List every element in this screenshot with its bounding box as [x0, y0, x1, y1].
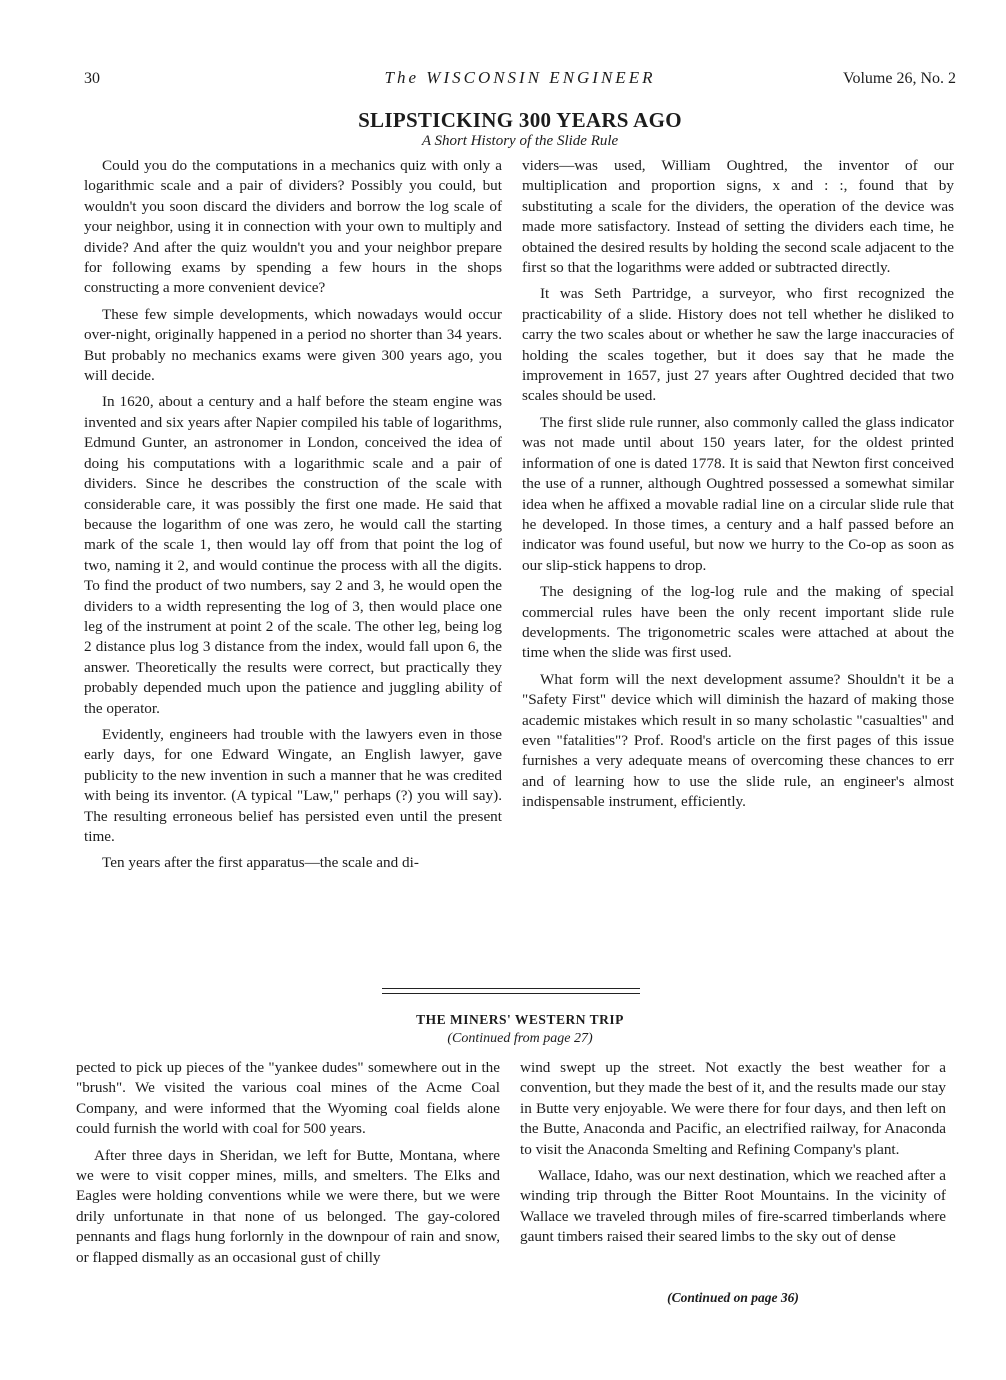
paragraph: The designing of the log-log rule and the making of special commercial rules have been the only recent important slide rule developments. The trigonometric scales were attached at about the time when the slide was first used.	[522, 583, 954, 662]
section-divider	[382, 988, 640, 989]
second-article-title: THE MINERS' WESTERN TRIP	[416, 1012, 624, 1027]
article-left-column	[84, 156, 502, 880]
article-title: SLIPSTICKING 300 YEARS AGO	[358, 108, 682, 132]
section-divider	[382, 993, 640, 994]
continued-from-note: (Continued from page 27)	[447, 1031, 593, 1046]
article-subtitle: A Short History of the Slide Rule	[421, 133, 619, 149]
paragraph-continuation: viders—was used, William Oughtred, the inventor of our multiplication and proportion signs, x and : :, found that by substituting a scale for the dividers, the operation of the device was made more satisfactory. Instead of setting the dividers each time, he obtained the desired results by holding the second scale adjacent to the first so that the logarithms were added or subtracted directly.	[522, 157, 954, 277]
paragraph: After three days in Sheridan, we left for Butte, Montana, where we were to visit copper mines, mills, and smelters. The Elks and Eagles were holding conventions while we were there, but we were drily unfortunate in that none of us belonged. The gay-colored pennants and flags hung forlornly in the downpour of rain and snow, or flapped dismally as an occasional gust of chilly	[76, 1146, 500, 1266]
second-article-right-column	[520, 1058, 946, 1254]
volume-label: Volume 26, No. 2	[842, 70, 956, 87]
paragraph: In 1620, about a century and a half before the steam engine was invented and six years after Napier compiled his table of logarithms, Edmund Gunter, an astronomer in London, conceived the idea of doing his computations with a logarithmic scale and a pair of dividers. Since he describes the construction of the scale with considerable care, it was possibly the first one made. He said that because the logarithm of one was zero, he would call the starting mark of the scale 1, then would lay off from that point the log of two, naming it 2, and would continue the process with all the digits. To find the product of two numbers, say 2 and 3, he would open the dividers to a width representing the log of 3, then would place one leg of the instrument at point 2 of the scale. The other leg, being log 2 distance plus log 3 distance from the index, would fall upon 6, the answer. Theoretically the results were correct, but practically they probably depended much upon the patience and juggling ability of the operator.	[84, 393, 502, 717]
second-article-left-column	[76, 1058, 500, 1274]
page-number: 30	[84, 70, 100, 87]
paragraph: The first slide rule runner, also commonly called the glass indicator was not made until about 150 years later, for the oldest printed information of one is dated 1778. It is said that Newton first conceived the use of a runner, although Oughtred possessed a somewhat similar idea when he affixed a movable radial line on a circular slide rule that he developed. In those times, a century and a half passed before an indicator was found useful, but now we hurry to the Co-op as soon as our slip-stick happens to drop.	[522, 413, 954, 574]
paragraph: Ten years after the first apparatus—the scale and di-	[102, 854, 419, 872]
paragraph-continuation: wind swept up the street. Not exactly the best weather for a convention, but they made the best of it, and the results made our stay in Butte very enjoyable. We were there for four days, and then left on the Butte, Anaconda and Pacific, an electrified railway, for Anaconda to visit the Anaconda Smelting and Refining Company's plant.	[520, 1059, 946, 1158]
paragraph: Evidently, engineers had trouble with the lawyers even in those early days, for one Edward Wingate, an English lawyer, gave publicity to the new invention in such a manner that he was credited with being its inventor. (A typical "Law," perhaps (?) you will say). The resulting erroneous belief has persisted even until the present time.	[84, 725, 502, 845]
paragraph: What form will the next development assume? Shouldn't it be a "Safety First" device which will diminish the hazard of making those academic mistakes which result in so many scholastic "casualties" and even "fatalities"? Prof. Rood's article on the first pages of this issue furnishes a very adequate means of overcoming these chances to err and of learning how to use the slide rule, an engineer's almost indispensable instrument, efficiently.	[522, 670, 954, 811]
paragraph: These few simple developments, which nowadays would occur over-night, originally happened in a period no shorter than 34 years. But probably no mechanics exams were given 300 years ago, you will decide.	[84, 305, 502, 385]
paragraph: Could you do the computations in a mechanics quiz with only a logarithmic scale and a pair of dividers? Possibly you could, but wouldn't you soon discard the dividers and borrow the log scale of your neighbor, using it in connection with your own to multiply and divide? And after the quiz wouldn't you and your neighbor prepare for following exams by spending a few hours in the shops constructing a more convenient device?	[84, 157, 502, 297]
paragraph-continuation: pected to pick up pieces of the "yankee dudes" somewhere out in the "brush". We visited the various coal mines of the Acme Coal Company, and were informed that the Wyoming coal fields alone could furnish the world with coal for 500 years.	[76, 1059, 500, 1138]
journal-title: The WISCONSIN ENGINEER	[384, 68, 656, 87]
running-header	[84, 66, 956, 94]
continued-on-note: (Continued on page 36)	[667, 1290, 799, 1305]
article-right-column	[522, 156, 954, 819]
paragraph: It was Seth Partridge, a surveyor, who first recognized the practicability of a slide. History does not tell whether he disliked to carry the two scales about or whether he saw the large inaccuracies of holding the scales together, but it does say that he made the improvement in 1657, just 27 years after Oughtred decided that two scales should be used.	[522, 285, 954, 405]
paragraph: Wallace, Idaho, was our next destination, which we reached after a winding trip through the Bitter Root Mountains. In the vicinity of Wallace we traveled through miles of fire-scarred timberlands where gaunt timbers raised their seared limbs to the sky out of dense	[520, 1167, 946, 1246]
